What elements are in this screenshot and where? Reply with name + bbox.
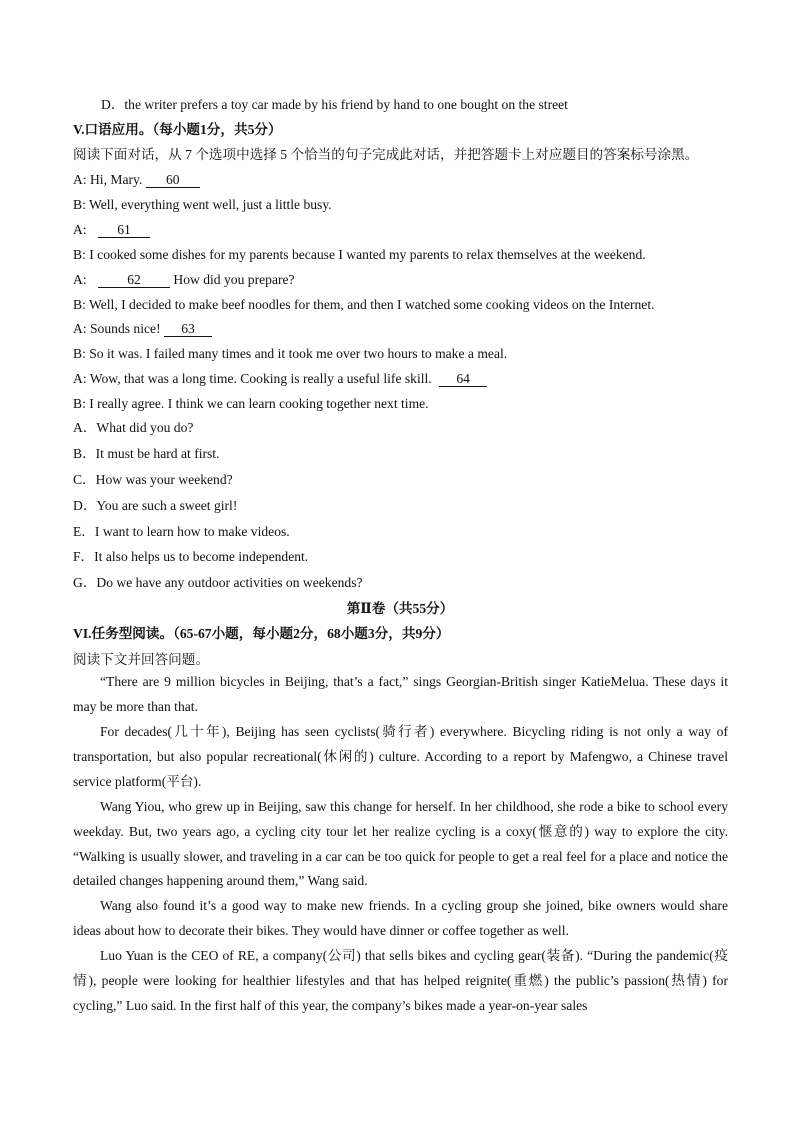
dialogue-line	[73, 320, 212, 338]
dialogue-text: How did you prepare?	[170, 272, 295, 287]
dialogue-text: A:	[73, 272, 90, 287]
option-b: B．It must be hard at first.	[73, 446, 220, 461]
passage-paragraph-2: For decades(几十年), Beijing has seen cyclists(骑行者) everywhere. Bicycling riding is not only a way of transportation, but also popular recreational(休闲的) culture. According to a report by Mafengwo, a Chinese travel service platform(平台).	[73, 724, 728, 789]
option-d: D．You are such a sweet girl!	[73, 498, 238, 513]
section-6-heading: VI.任务型阅读。（65-67小题，每小题2分，68小题3分，共9分）	[73, 626, 450, 641]
prev-option-d: D．the writer prefers a toy car made by his friend by hand to one bought on the street	[101, 97, 568, 112]
section-6-instruction: 阅读下文并回答问题。	[73, 652, 209, 667]
passage-paragraph-1: “There are 9 million bicycles in Beijing, that’s a fact,” sings Georgian-British singer KatieMelua. These days it may be more than that.	[73, 674, 728, 714]
dialogue-text: B: I cooked some dishes for my parents because I wanted my parents to relax themselves at the weekend.	[73, 247, 646, 262]
option-a: A．What did you do?	[73, 420, 194, 435]
dialogue-text: A:	[73, 222, 90, 237]
dialogue-line	[73, 271, 295, 289]
dialogue-text: A: Hi, Mary.	[73, 172, 146, 187]
answer-blank-62: 62	[98, 272, 170, 288]
dialogue-line	[73, 395, 429, 413]
dialogue-text: A: Wow, that was a long time. Cooking is really a useful life skill.	[73, 371, 436, 386]
dialogue-text: B: Well, everything went well, just a little busy.	[73, 197, 332, 212]
dialogue-text: B: Well, I decided to make beef noodles for them, and then I watched some cooking videos on the Internet.	[73, 297, 655, 312]
dialogue-line	[73, 221, 150, 239]
option-g: G．Do we have any outdoor activities on weekends?	[73, 575, 363, 590]
dialogue-line	[73, 296, 655, 314]
passage-paragraph-4: Wang also found it’s a good way to make new friends. In a cycling group she joined, bike owners would share ideas about how to decorate their bikes. They would have dinner or coffee together as well.	[73, 898, 728, 938]
answer-blank-61: 61	[98, 222, 150, 238]
passage-paragraph-3: Wang Yiou, who grew up in Beijing, saw this change for herself. In her childhood, she rode a bike to school every weekday. But, two years ago, a cycling city tour let her realize cycling is a coxy(惬意的) way to explore the city. “Walking is usually slower, and traveling in a car can be too quick for people to get a real feel for a place and notice the detailed changes happening around them,” Wang said.	[73, 799, 728, 889]
section-5-heading: V.口语应用。（每小题1分，共5分）	[73, 122, 282, 137]
answer-blank-64: 64	[439, 371, 487, 387]
part-2-title: 第Ⅱ卷（共55分）	[346, 601, 454, 616]
dialogue-text: B: I really agree. I think we can learn cooking together next time.	[73, 396, 429, 411]
dialogue-text: A: Sounds nice!	[73, 321, 164, 336]
dialogue-line	[73, 196, 332, 214]
option-f: F．It also helps us to become independent.	[73, 549, 309, 564]
dialogue-text: B: So it was. I failed many times and it took me over two hours to make a meal.	[73, 346, 508, 361]
answer-blank-63: 63	[164, 321, 212, 337]
dialogue-line	[73, 171, 200, 189]
option-e: E．I want to learn how to make videos.	[73, 524, 290, 539]
option-c: C．How was your weekend?	[73, 472, 233, 487]
dialogue-line	[73, 345, 507, 363]
passage-paragraph-5: Luo Yuan is the CEO of RE, a company(公司) that sells bikes and cycling gear(装备). “During the pandemic(疫情), people were looking for healthier lifestyles and that has helped reignite(重燃) the public’s passion(热情) for cycling,” Luo said. In the first half of this year, the company’s bikes made a year-on-year sales	[73, 948, 728, 1013]
dialogue-line	[73, 246, 646, 264]
dialogue-line	[73, 370, 487, 388]
answer-blank-60: 60	[146, 172, 200, 188]
section-5-instruction: 阅读下面对话，从 7 个选项中选择 5 个恰当的句子完成此对话，并把答题卡上对应题目的答案标号涂黑。	[73, 147, 699, 162]
